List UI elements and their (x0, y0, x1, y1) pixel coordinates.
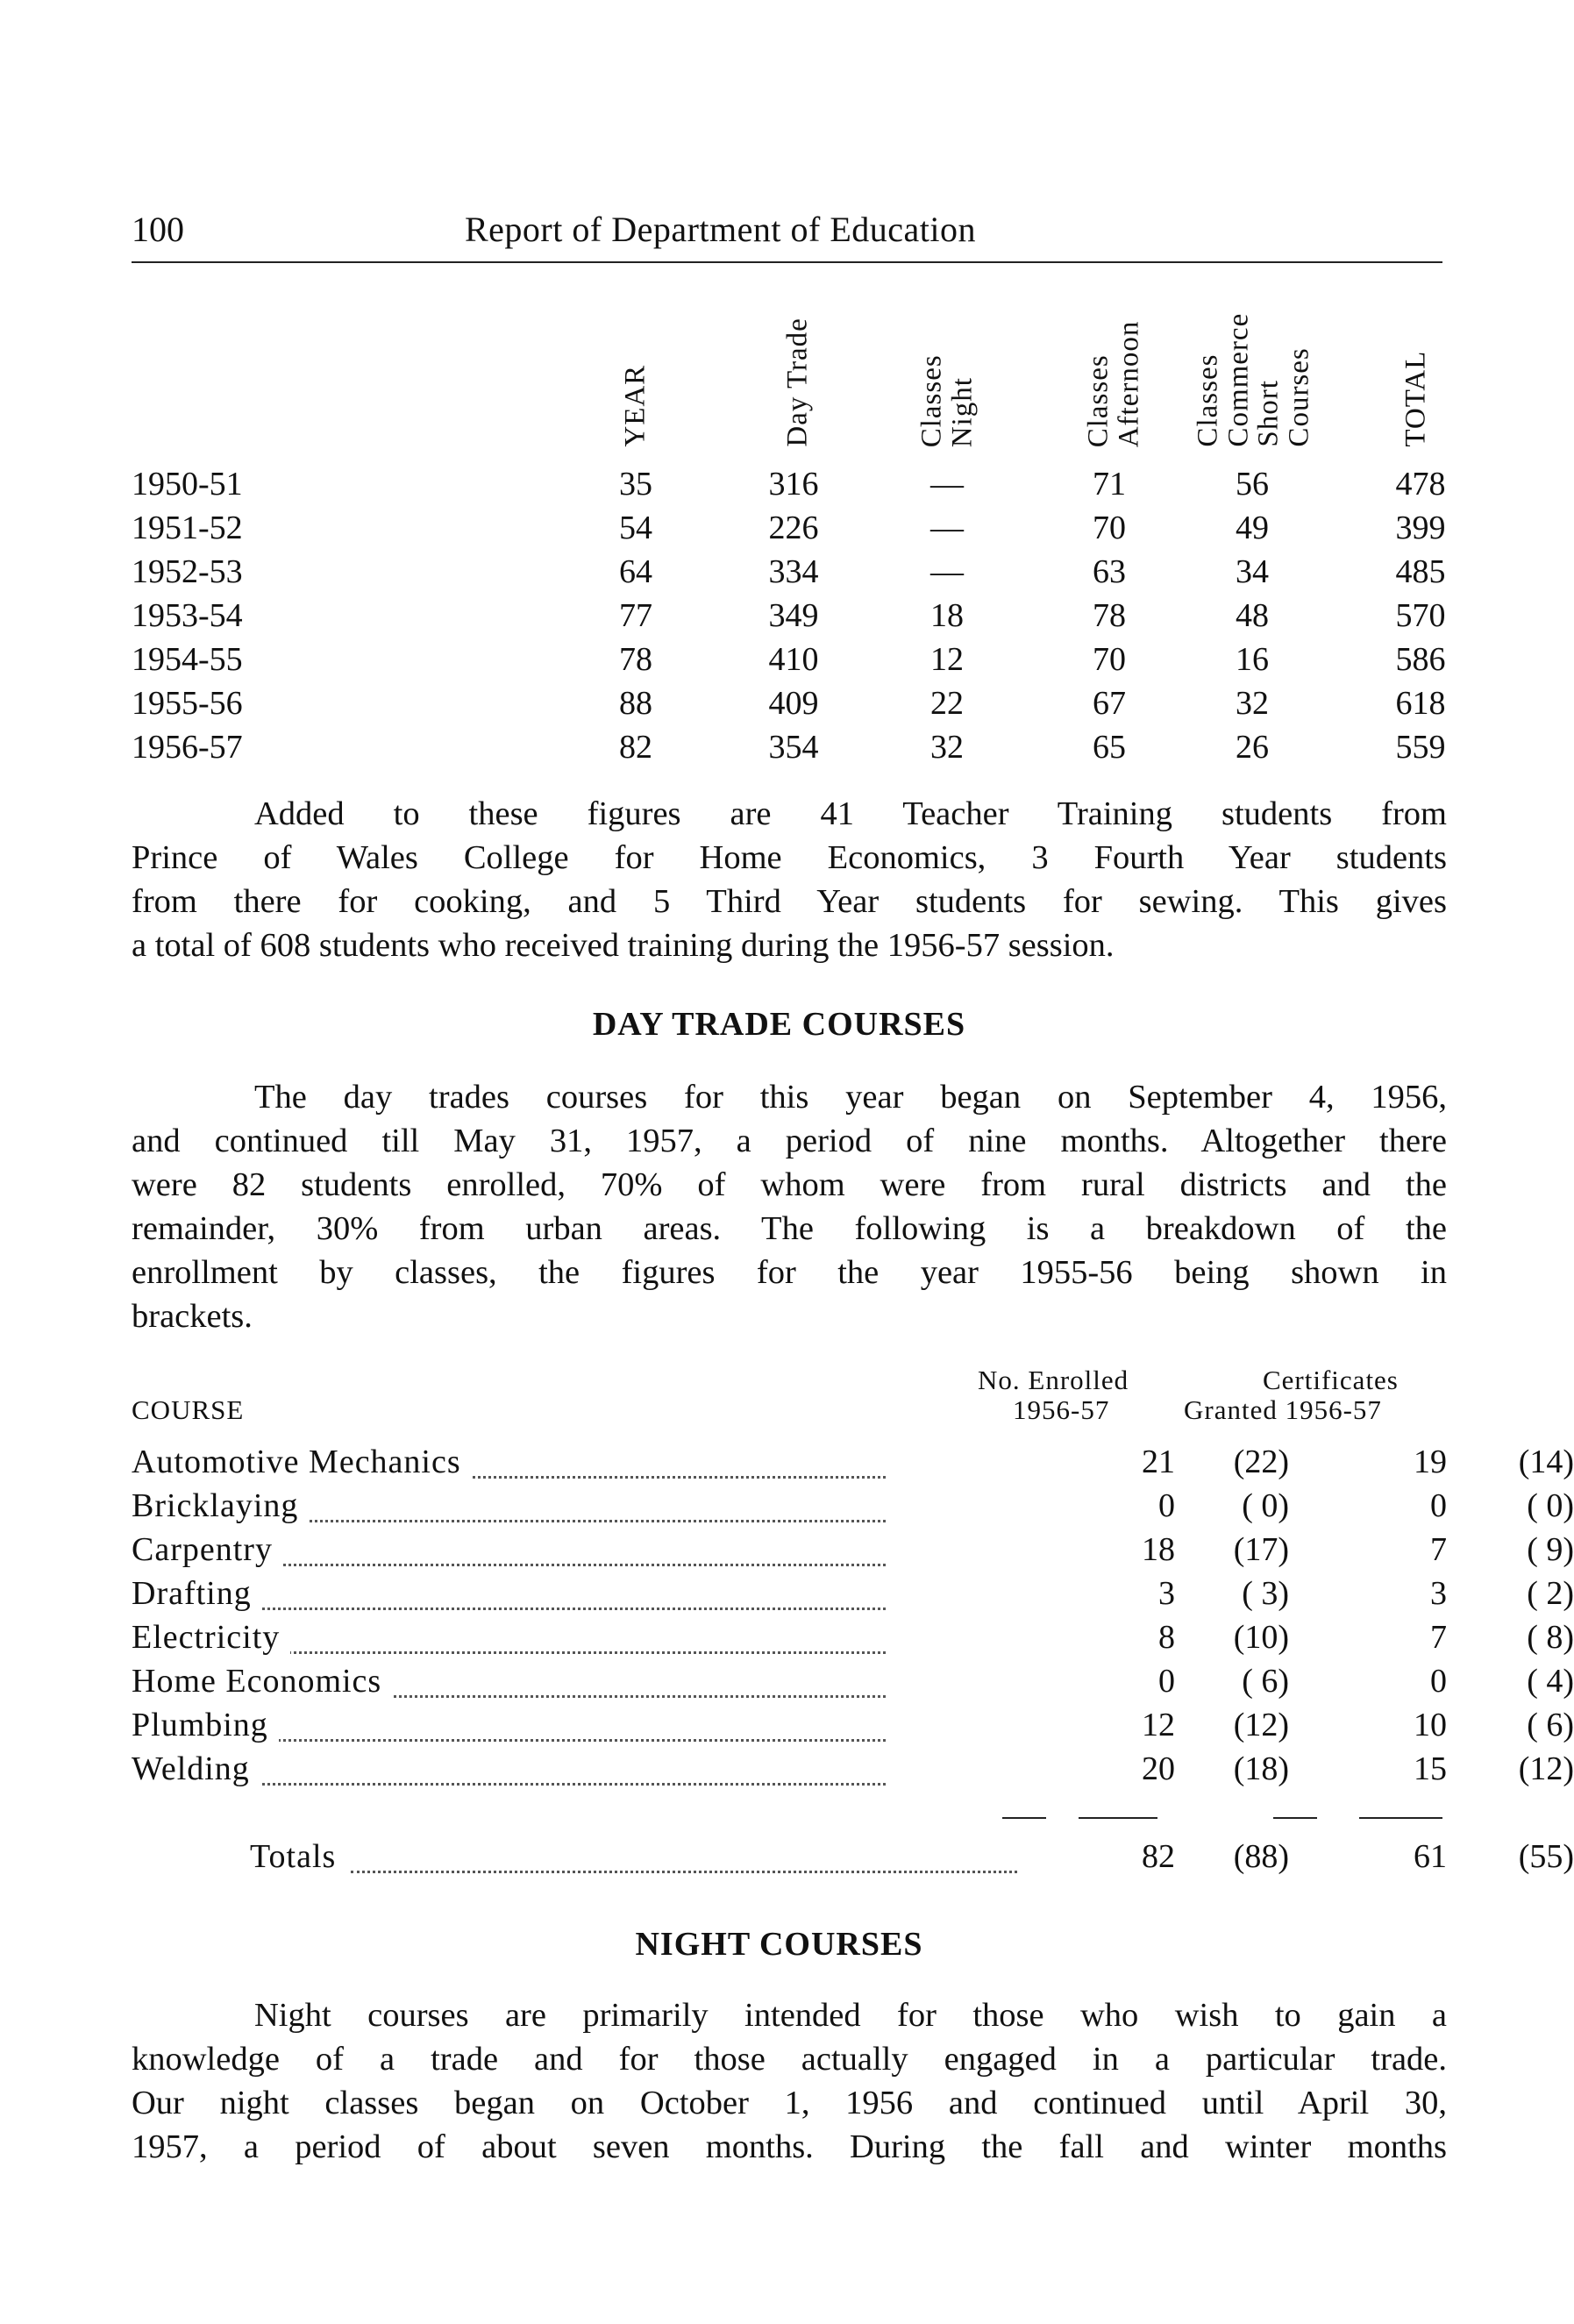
enrolled-count: 18 (1142, 1531, 1175, 1568)
value-cell: 70 (1093, 510, 1126, 546)
enrolled-count: 0 (1158, 1487, 1175, 1524)
column-header-line: Night (946, 376, 978, 447)
certificates-count: 15 (1414, 1750, 1447, 1787)
column-header-classes-night (916, 281, 978, 447)
certificates-prev-count: ( 0) (1527, 1487, 1574, 1524)
column-header-label: YEAR (619, 365, 652, 447)
enrolled-prev-count: ( 6) (1242, 1663, 1289, 1700)
value-cell: 26 (1236, 729, 1269, 766)
total-rule (1273, 1817, 1317, 1819)
year-cell: 1956-57 (132, 729, 243, 766)
column-header-label: TOTAL (1400, 351, 1432, 447)
value-cell: 12 (930, 641, 964, 678)
value-cell: 349 (768, 597, 819, 634)
course-name: Drafting (132, 1574, 262, 1613)
course-name: Carpentry (132, 1530, 283, 1569)
value-cell: 63 (1093, 553, 1126, 590)
value-cell: 18 (930, 597, 964, 634)
year-cell: 1951-52 (132, 510, 243, 546)
course-row (132, 1443, 1574, 1486)
text-line: Prince of Wales College for Home Economics, 3 Fourth Year students (132, 839, 1447, 876)
certificates-prev-count: (14) (1518, 1444, 1574, 1480)
certificates-prev-count: ( 2) (1527, 1575, 1574, 1612)
value-cell: 65 (1093, 729, 1126, 766)
value-cell: 35 (619, 466, 652, 503)
column-header-line: Classes (915, 354, 948, 447)
value-cell: 559 (1395, 729, 1446, 766)
enrolled-count: 0 (1158, 1663, 1175, 1700)
text-line: a total of 608 students who received training during the 1956-57 session. (132, 927, 1115, 964)
certificates-prev-count: ( 8) (1527, 1619, 1574, 1656)
text-line: brackets. (132, 1298, 253, 1335)
course-row (132, 1618, 1574, 1662)
value-cell: 48 (1236, 597, 1269, 634)
certificates-count: 7 (1430, 1531, 1447, 1568)
certificates-prev-count: (12) (1518, 1750, 1574, 1787)
column-header-year (605, 281, 666, 447)
total-rule (1002, 1817, 1046, 1819)
column-header-line: Afternoon (1113, 320, 1144, 447)
heading-day-trade-courses: DAY TRADE COURSES (592, 1006, 966, 1043)
paragraph-teacher-training (132, 792, 1447, 967)
value-cell: 82 (619, 729, 652, 766)
enrolled-prev-count: (22) (1233, 1444, 1289, 1480)
text-line: enrollment by classes, the figures for the year 1955-56 being shown in (132, 1254, 1447, 1291)
value-cell: 34 (1236, 553, 1269, 590)
page-header (132, 209, 1447, 253)
totals-enrolled: 82 (1142, 1838, 1175, 1875)
value-cell: 56 (1236, 466, 1269, 503)
enrolled-prev-count: (12) (1233, 1707, 1289, 1743)
certificates-column-header: Certificates (1263, 1365, 1399, 1395)
totals-row (132, 1837, 1574, 1881)
enrolled-count: 20 (1142, 1750, 1175, 1787)
course-name: Electricity (132, 1618, 290, 1657)
text-line: 1957, a period of about seven months. During the fall and winter months (132, 2128, 1447, 2165)
course-row (132, 1662, 1574, 1706)
certificates-count: 7 (1430, 1619, 1447, 1656)
enrolled-column-header: No. Enrolled (978, 1365, 1129, 1395)
value-cell: 334 (768, 553, 819, 590)
certificates-count: 3 (1430, 1575, 1447, 1612)
column-header-classes-afternoon (1083, 281, 1144, 447)
leader-dots (351, 1837, 1017, 1873)
course-name: Home Economics (132, 1662, 392, 1700)
totals-enrolled-prev: (88) (1233, 1838, 1289, 1875)
value-cell: 78 (619, 641, 652, 678)
column-header-line: Commerce (1222, 313, 1255, 447)
total-rule (1079, 1817, 1157, 1819)
year-cell: 1952-53 (132, 553, 243, 590)
text-line: Our night classes began on October 1, 1956 and continued until April 30, (132, 2085, 1447, 2121)
certificates-prev-count: ( 6) (1527, 1707, 1574, 1743)
column-header-label (1193, 313, 1315, 447)
text-line: from there for cooking, and 5 Third Year students for sewing. This gives (132, 883, 1447, 920)
year-cell: 1950-51 (132, 466, 243, 503)
value-cell: 67 (1093, 685, 1126, 722)
value-cell: 618 (1395, 685, 1446, 722)
enrollment-row (0, 596, 1558, 640)
enrolled-prev-count: (18) (1233, 1750, 1289, 1787)
value-cell: 478 (1395, 466, 1446, 503)
year-cell: 1953-54 (132, 597, 243, 634)
certificates-count: 19 (1414, 1444, 1447, 1480)
value-cell: 32 (930, 729, 964, 766)
course-name: Plumbing (132, 1706, 279, 1744)
value-cell: 77 (619, 597, 652, 634)
course-row (132, 1706, 1574, 1750)
course-row (132, 1574, 1574, 1618)
paragraph-night-courses (132, 1993, 1447, 2169)
value-cell: 410 (768, 641, 819, 678)
enrolled-count: 21 (1142, 1444, 1175, 1480)
header-rule (132, 261, 1442, 263)
column-header-line: Classes (1082, 354, 1115, 447)
text-line: and continued till May 31, 1957, a period of nine months. Altogether there (132, 1123, 1447, 1159)
column-header-label (1083, 320, 1143, 447)
certificates-column-year: Granted 1956-57 (1184, 1394, 1382, 1425)
column-header-line: Short (1253, 380, 1285, 447)
text-line: were 82 students enrolled, 70% of whom were from rural districts and the (132, 1166, 1447, 1203)
column-header-label: Day Trade (781, 317, 814, 447)
value-cell: 570 (1395, 597, 1446, 634)
enrolled-prev-count: (17) (1233, 1531, 1289, 1568)
column-header-label (916, 354, 977, 447)
value-cell: 88 (619, 685, 652, 722)
text-line: The day trades courses for this year began on September 4, 1956, (254, 1079, 1447, 1116)
column-header-total (1385, 281, 1447, 447)
column-header-classes-commerce (1192, 281, 1315, 447)
value-cell: 485 (1395, 553, 1446, 590)
enrollment-row (0, 465, 1558, 509)
certificates-count: 0 (1430, 1487, 1447, 1524)
course-name: Welding (132, 1750, 260, 1788)
value-cell: 399 (1395, 510, 1446, 546)
totals-label: Totals (250, 1837, 346, 1876)
course-row (132, 1750, 1574, 1793)
value-cell: 64 (619, 553, 652, 590)
course-name: Bricklaying (132, 1486, 309, 1525)
enrolled-prev-count: ( 3) (1242, 1575, 1289, 1612)
course-column-header: COURSE (132, 1394, 245, 1425)
total-rule (1359, 1817, 1442, 1819)
value-cell: 71 (1093, 466, 1126, 503)
text-line: remainder, 30% from urban areas. The following is a breakdown of the (132, 1210, 1447, 1247)
enrollment-row (0, 640, 1558, 684)
year-cell: 1955-56 (132, 685, 243, 722)
enrolled-count: 3 (1158, 1575, 1175, 1612)
value-cell: — (930, 466, 964, 503)
certificates-prev-count: ( 4) (1527, 1663, 1574, 1700)
text-line: knowledge of a trade and for those actually engaged in a particular trade. (132, 2041, 1447, 2078)
enrolled-count: 12 (1142, 1707, 1175, 1743)
certificates-count: 0 (1430, 1663, 1447, 1700)
value-cell: 54 (619, 510, 652, 546)
course-row (132, 1486, 1574, 1530)
value-cell: — (930, 510, 964, 546)
paragraph-day-trade (132, 1075, 1447, 1338)
page-number: 100 (132, 210, 184, 249)
value-cell: 586 (1395, 641, 1446, 678)
enrollment-row (0, 509, 1558, 552)
heading-night-courses: NIGHT COURSES (635, 1926, 923, 1963)
certificates-prev-count: ( 9) (1527, 1531, 1574, 1568)
column-header-day-trade (767, 281, 829, 447)
enrolled-prev-count: (10) (1233, 1619, 1289, 1656)
running-head: Report of Department of Education (465, 210, 976, 249)
value-cell: 22 (930, 685, 964, 722)
enrollment-row (0, 728, 1558, 772)
certificates-count: 10 (1414, 1707, 1447, 1743)
year-cell: 1954-55 (132, 641, 243, 678)
totals-certificates: 61 (1414, 1838, 1447, 1875)
value-cell: 226 (768, 510, 819, 546)
enrolled-prev-count: ( 0) (1242, 1487, 1289, 1524)
value-cell: 409 (768, 685, 819, 722)
enrolled-count: 8 (1158, 1619, 1175, 1656)
value-cell: 316 (768, 466, 819, 503)
value-cell: 70 (1093, 641, 1126, 678)
enrollment-row (0, 684, 1558, 728)
value-cell: 49 (1236, 510, 1269, 546)
column-header-line: Courses (1283, 347, 1315, 447)
column-header-line: Classes (1192, 354, 1224, 447)
value-cell: 354 (768, 729, 819, 766)
value-cell: 78 (1093, 597, 1126, 634)
value-cell: 16 (1236, 641, 1269, 678)
text-line: Added to these figures are 41 Teacher Training students from (254, 795, 1447, 832)
totals-certificates-prev: (55) (1518, 1838, 1574, 1875)
text-line: Night courses are primarily intended for those who wish to gain a (254, 1997, 1447, 2034)
enrollment-row (0, 552, 1558, 596)
value-cell: 32 (1236, 685, 1269, 722)
course-row (132, 1530, 1574, 1574)
enrolled-column-year: 1956-57 (1013, 1394, 1110, 1425)
value-cell: — (930, 553, 964, 590)
course-name: Automotive Mechanics (132, 1443, 472, 1481)
